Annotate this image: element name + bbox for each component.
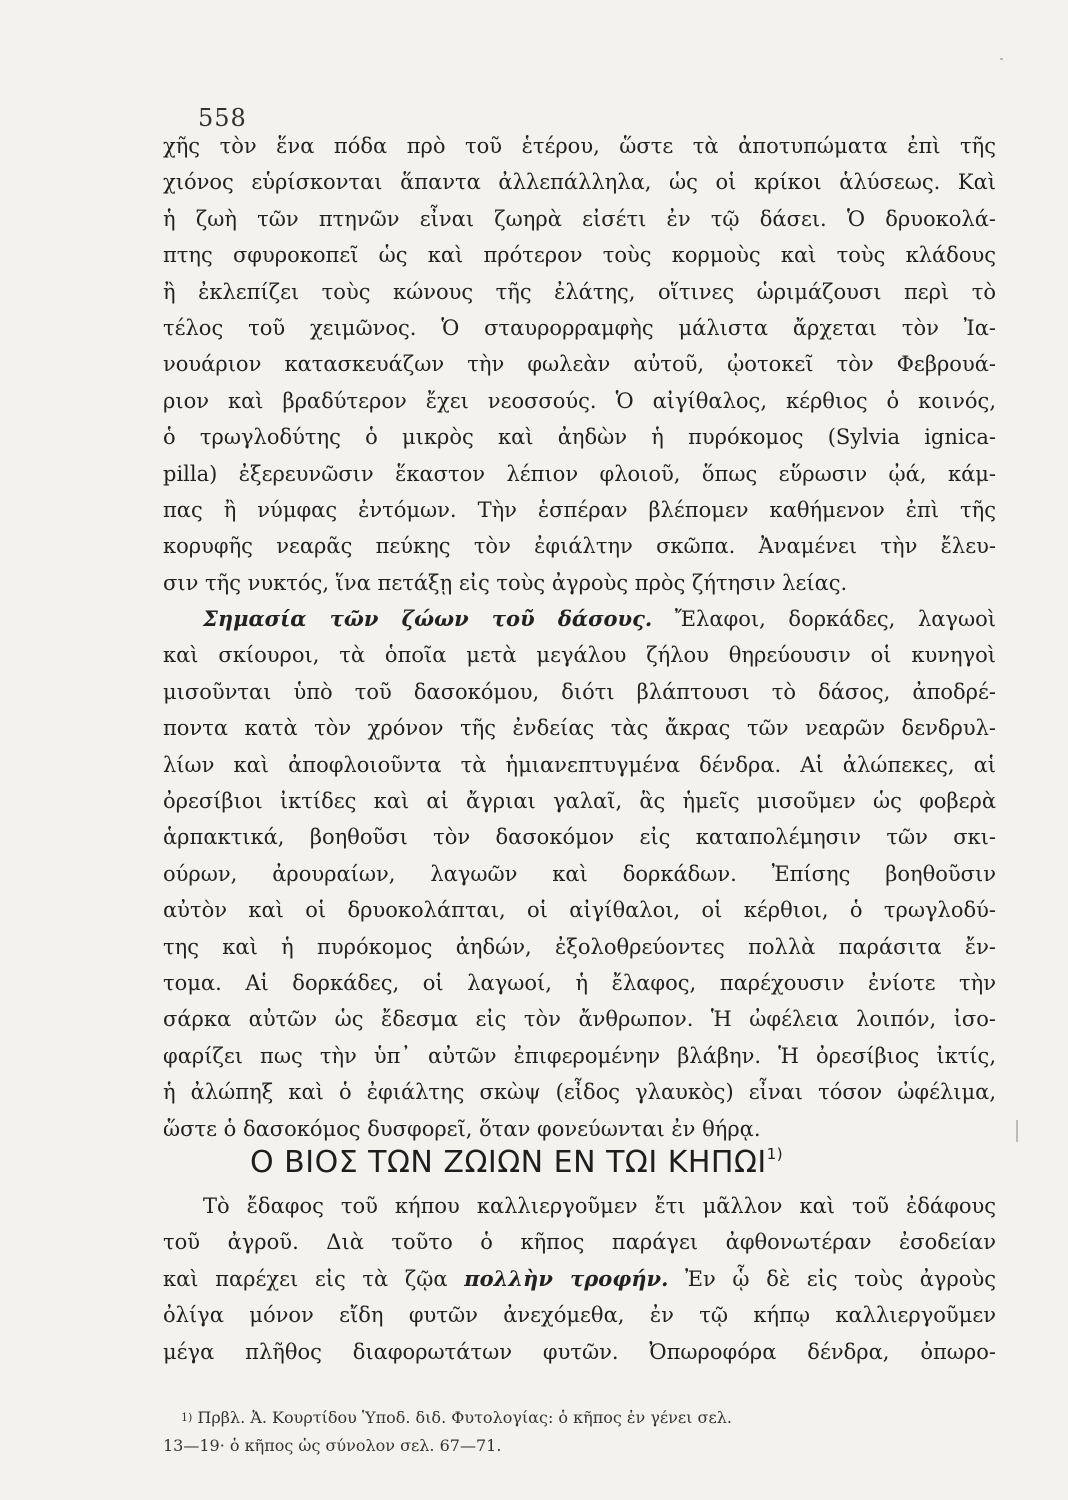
text-line: ριον καὶ βραδύτερον ἔχει νεοσσούς. Ὁ αἰγίθαλος, κέρθιος ὁ κοινός, [163, 388, 996, 413]
text-line: Τὸ ἔδαφος τοῦ κήπου καλλιεργοῦμεν ἔτι μᾶλλον καὶ τοῦ ἐδάφους [203, 1194, 996, 1218]
footnote-line [163, 1404, 996, 1432]
footnote-ref: 1) [766, 1145, 784, 1163]
text-line: καὶ σκίουροι, τὰ ὁποῖα μετὰ μεγάλου ζήλου θηρεύουσιν οἱ κυνηγοὶ [163, 643, 996, 668]
main-text [163, 128, 996, 1147]
text-line: πας ἢ νύμφας ἐντόμων. Τὴν ἑσπέραν βλέπομεν καθήμενον ἐπὶ τῆς [163, 497, 996, 522]
paragraph-heading: Σημασία τῶν ζώων τοῦ δάσους. [203, 606, 653, 632]
text-line: τέλος τοῦ χειμῶνος. Ὁ σταυρορραμφὴς μάλιστα ἄρχεται τὸν Ἰα- [163, 315, 996, 340]
text-line: μέγα πλῆθος διαφορωτάτων φυτῶν. Ὀπωροφόρα δένδρα, ὀπωρο- [163, 1339, 996, 1364]
paragraph-heading-line [163, 601, 996, 637]
text-fragment: Ἔλαφοι, δορκάδες, λαγωοὶ [674, 607, 996, 632]
text-line: τοῦ ἀγροῦ. Διὰ τοῦτο ὁ κῆπος παράγει ἀφθονωτέραν ἐσοδείαν [163, 1230, 996, 1255]
text-line: μισοῦνται ὑπὸ τοῦ δασοκόμου, διότι βλάπτουσι τὸ δάσος, ἀποδρέ- [163, 679, 996, 704]
text-line: pilla) ἐξερευνῶσιν ἕκαστον λέπιον φλοιοῦ, ὅπως εὕρωσιν ᾠά, κάμ- [163, 461, 996, 486]
footnote-marker: 1) [181, 1411, 193, 1424]
text-line: χῆς τὸν ἕνα πόδα πρὸ τοῦ ἑτέρου, ὥστε τὰ ἀποτυπώματα ἐπὶ τῆς [163, 134, 996, 158]
text-line: νουάριον κατασκευάζων τὴν φωλεὰν αὐτοῦ, ᾠοτοκεῖ τὸν Φεβρουά- [163, 352, 996, 377]
scan-artifact [1016, 1120, 1018, 1142]
text-line: ὥστε ὁ δασοκόμος δυσφορεῖ, ὅταν φονεύωνται ἐν θήρᾳ. [163, 1116, 761, 1141]
text-line: λίων καὶ ἀποφλοιοῦντα τὰ ἡμιανεπτυγμένα δένδρα. Αἱ ἀλώπεκες, αἱ [163, 752, 996, 777]
section-heading-text: Ο ΒΙΟΣ ΤΩΝ ΖΩΙΩΝ ΕΝ ΤΩΙ ΚΗΠΩΙ [250, 1145, 767, 1180]
text-line-mixed [163, 1261, 996, 1297]
text-fragment: καὶ παρέχει εἰς τὰ ζῷα [163, 1266, 448, 1291]
text-line: πτης σφυροκοπεῖ ὡς καὶ πρότερον τοὺς κορμοὺς καὶ τοὺς κλάδους [163, 243, 996, 268]
footnote-line: 13—19· ὁ κῆπος ὡς σύνολον σελ. 67—71. [163, 1436, 502, 1455]
text-line: χιόνος εὑρίσκονται ἅπαντα ἀλλεπάλληλα, ὡς οἱ κρίκοι ἁλύσεως. Καὶ [163, 170, 996, 195]
text-line: ἁρπακτικά, βοηθοῦσι τὸν δασοκόμον εἰς καταπολέμησιν τῶν σκι- [163, 825, 996, 850]
footnote [163, 1404, 996, 1460]
section-heading [250, 1145, 950, 1180]
text-line: ὀλίγα μόνον εἴδη φυτῶν ἀνεχόμεθα, ἐν τῷ κήπῳ καλλιεργοῦμεν [163, 1303, 996, 1328]
text-line: σιν τῆς νυκτός, ἵνα πετάξῃ εἰς τοὺς ἀγροὺς πρὸς ζήτησιν λείας. [163, 570, 848, 595]
text-line: κορυφῆς νεαρᾶς πεύκης τὸν ἐφιάλτην σκῶπα. Ἀναμένει τὴν ἔλευ- [163, 534, 996, 559]
text-line: της καὶ ἡ πυρόκομος ἀηδών, ἐξολοθρεύοντες πολλὰ παράσιτα ἔν- [163, 934, 996, 959]
text-line: τομα. Αἱ δορκάδες, οἱ λαγωοί, ἡ ἔλαφος, παρέχουσιν ἐνίοτε τὴν [163, 970, 996, 995]
text-line: ὀρεσίβιοι ἰκτίδες καὶ αἱ ἄγριαι γαλαῖ, ἃς ἡμεῖς μισοῦμεν ὡς φοβερὰ [163, 789, 996, 814]
text-line: ούρων, ἀρουραίων, λαγωῶν καὶ δορκάδων. Ἐπίσης βοηθοῦσιν [163, 861, 996, 886]
page-number: 558 [198, 104, 247, 132]
scan-artifact [1000, 58, 1003, 60]
text-line: ὁ τρωγλοδύτης ὁ μικρὸς καὶ ἀηδὼν ἡ πυρόκομος (Sylvia ignica- [163, 425, 996, 450]
text-line: ποντα κατὰ τὸν χρόνον τῆς ἐνδείας τὰς ἄκρας τῶν νεαρῶν δενδρυλ- [163, 716, 996, 741]
text-fragment: Ἐν ᾧ δὲ εἰς τοὺς ἀγροὺς [685, 1266, 996, 1291]
text-line: σάρκα αὐτῶν ὡς ἔδεσμα εἰς τὸν ἄνθρωπον. Ἡ ὠφέλεια λοιπόν, ἰσο- [163, 1007, 996, 1032]
text-line: ἡ ἀλώπηξ καὶ ὁ ἐφιάλτης σκὼψ (εἶδος γλαυκὸς) εἶναι τόσον ὠφέλιμα, [163, 1080, 996, 1105]
section-text [163, 1188, 996, 1370]
text-line: ἡ ζωὴ τῶν πτηνῶν εἶναι ζωηρὰ εἰσέτι ἐν τῷ δάσει. Ὁ δρυοκολά- [163, 206, 996, 231]
footnote-text: Πρβλ. Ἀ. Κουρτίδου Ὑποδ. διδ. Φυτολογίας: ὁ κῆπος ἐν γένει σελ. [197, 1408, 732, 1427]
text-line: ἢ ἐκλεπίζει τοὺς κώνους τῆς ἐλάτης, οἵτινες ὡριμάζουσι περὶ τὸ [163, 279, 996, 304]
emphasis-text: πολλὴν τροφήν. [464, 1265, 669, 1291]
text-line: φαρίζει πως τὴν ὑπ᾽ αὐτῶν ἐπιφερομένην βλάβην. Ἡ ὀρεσίβιος ἰκτίς, [163, 1043, 996, 1068]
text-line: αὐτὸν καὶ οἱ δρυοκολάπται, οἱ αἰγίθαλοι, οἱ κέρθιοι, ὁ τρωγλοδύ- [163, 898, 996, 923]
